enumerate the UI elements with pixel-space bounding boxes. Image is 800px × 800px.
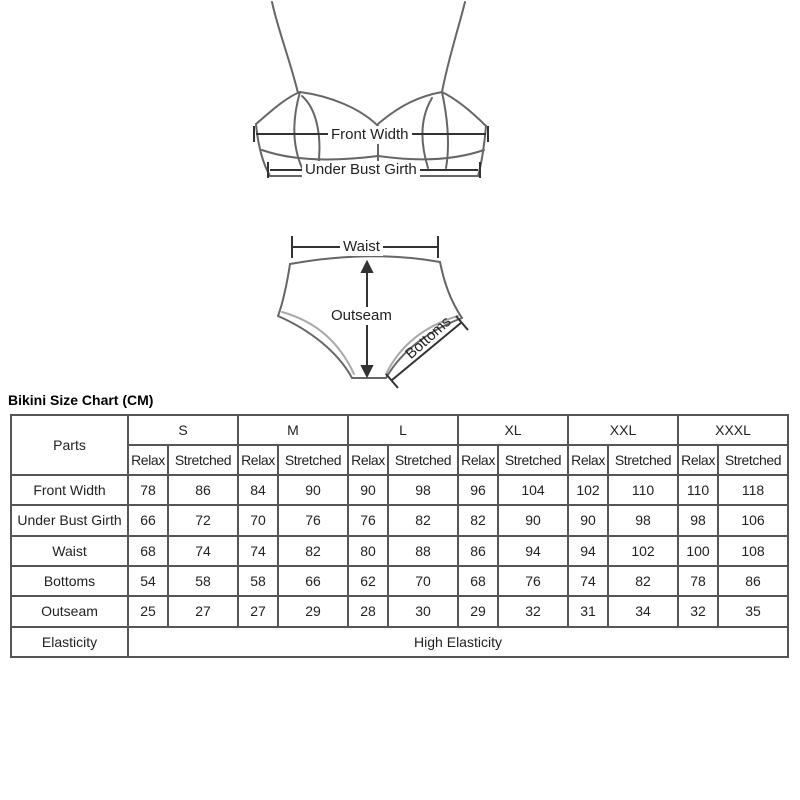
size-header: L <box>348 415 458 445</box>
value-cell: 98 <box>608 505 678 535</box>
value-cell: 76 <box>498 566 568 596</box>
value-cell: 82 <box>608 566 678 596</box>
value-cell: 70 <box>388 566 458 596</box>
outseam-label: Outseam <box>328 307 395 325</box>
value-cell: 88 <box>388 536 458 566</box>
bottoms-label: Bottoms <box>402 313 455 363</box>
value-cell: 102 <box>608 536 678 566</box>
value-cell: 94 <box>568 536 608 566</box>
value-cell: 74 <box>568 566 608 596</box>
right-strap <box>442 2 465 92</box>
value-cell: 90 <box>568 505 608 535</box>
value-cell: 96 <box>458 475 498 505</box>
part-name-cell: Outseam <box>11 596 128 626</box>
relax-header: Relax <box>128 445 168 475</box>
value-cell: 110 <box>678 475 718 505</box>
value-cell: 29 <box>278 596 348 626</box>
stretched-header: Stretched <box>718 445 788 475</box>
elasticity-value: High Elasticity <box>128 627 788 657</box>
value-cell: 76 <box>278 505 348 535</box>
elasticity-label: Elasticity <box>11 627 128 657</box>
size-header: S <box>128 415 238 445</box>
value-cell: 86 <box>458 536 498 566</box>
value-cell: 86 <box>168 475 238 505</box>
value-cell: 102 <box>568 475 608 505</box>
size-chart-table <box>10 414 789 658</box>
value-cell: 27 <box>168 596 238 626</box>
value-cell: 90 <box>498 505 568 535</box>
stretched-header: Stretched <box>278 445 348 475</box>
value-cell: 90 <box>348 475 388 505</box>
stretched-header: Stretched <box>388 445 458 475</box>
value-cell: 106 <box>718 505 788 535</box>
value-cell: 94 <box>498 536 568 566</box>
value-cell: 35 <box>718 596 788 626</box>
left-strap <box>272 2 298 93</box>
value-cell: 98 <box>678 505 718 535</box>
value-cell: 82 <box>458 505 498 535</box>
relax-header: Relax <box>238 445 278 475</box>
value-cell: 78 <box>678 566 718 596</box>
value-cell: 76 <box>348 505 388 535</box>
value-cell: 72 <box>168 505 238 535</box>
part-name-cell: Waist <box>11 536 128 566</box>
front-width-label: Front Width <box>328 126 412 144</box>
value-cell: 86 <box>718 566 788 596</box>
value-cell: 104 <box>498 475 568 505</box>
value-cell: 30 <box>388 596 458 626</box>
value-cell: 74 <box>238 536 278 566</box>
part-name-cell: Bottoms <box>11 566 128 596</box>
table-row <box>11 596 788 626</box>
value-cell: 25 <box>128 596 168 626</box>
value-cell: 108 <box>718 536 788 566</box>
size-header: M <box>238 415 348 445</box>
part-name-cell: Front Width <box>11 475 128 505</box>
value-cell: 66 <box>278 566 348 596</box>
garment-sketch <box>0 0 800 390</box>
value-cell: 32 <box>498 596 568 626</box>
garment-diagram <box>0 0 800 390</box>
value-cell: 82 <box>278 536 348 566</box>
bottoms-waistband <box>290 256 440 264</box>
parts-header: Parts <box>11 415 128 475</box>
table-row <box>11 536 788 566</box>
value-cell: 68 <box>128 536 168 566</box>
elasticity-row <box>11 627 788 657</box>
value-cell: 80 <box>348 536 388 566</box>
value-cell: 70 <box>238 505 278 535</box>
relax-header: Relax <box>568 445 608 475</box>
stretched-header: Stretched <box>498 445 568 475</box>
under-bust-girth-label: Under Bust Girth <box>302 161 420 179</box>
part-name-cell: Under Bust Girth <box>11 505 128 535</box>
table-row <box>11 566 788 596</box>
value-cell: 29 <box>458 596 498 626</box>
value-cell: 98 <box>388 475 458 505</box>
table-row <box>11 505 788 535</box>
value-cell: 32 <box>678 596 718 626</box>
size-header: XXL <box>568 415 678 445</box>
value-cell: 54 <box>128 566 168 596</box>
value-cell: 58 <box>238 566 278 596</box>
value-cell: 31 <box>568 596 608 626</box>
value-cell: 34 <box>608 596 678 626</box>
size-header: XL <box>458 415 568 445</box>
value-cell: 78 <box>128 475 168 505</box>
relax-header: Relax <box>348 445 388 475</box>
value-cell: 28 <box>348 596 388 626</box>
size-header: XXXL <box>678 415 788 445</box>
stretched-header: Stretched <box>168 445 238 475</box>
table-row <box>11 475 788 505</box>
value-cell: 100 <box>678 536 718 566</box>
value-cell: 110 <box>608 475 678 505</box>
relax-header: Relax <box>678 445 718 475</box>
waist-label: Waist <box>340 238 383 256</box>
measure-type-row <box>11 445 788 475</box>
value-cell: 66 <box>128 505 168 535</box>
value-cell: 90 <box>278 475 348 505</box>
size-header-row <box>11 415 788 445</box>
chart-caption: Bikini Size Chart (CM) <box>8 392 154 408</box>
value-cell: 27 <box>238 596 278 626</box>
value-cell: 82 <box>388 505 458 535</box>
value-cell: 118 <box>718 475 788 505</box>
value-cell: 84 <box>238 475 278 505</box>
stretched-header: Stretched <box>608 445 678 475</box>
size-table-body <box>11 475 788 657</box>
value-cell: 68 <box>458 566 498 596</box>
value-cell: 58 <box>168 566 238 596</box>
value-cell: 74 <box>168 536 238 566</box>
relax-header: Relax <box>458 445 498 475</box>
value-cell: 62 <box>348 566 388 596</box>
